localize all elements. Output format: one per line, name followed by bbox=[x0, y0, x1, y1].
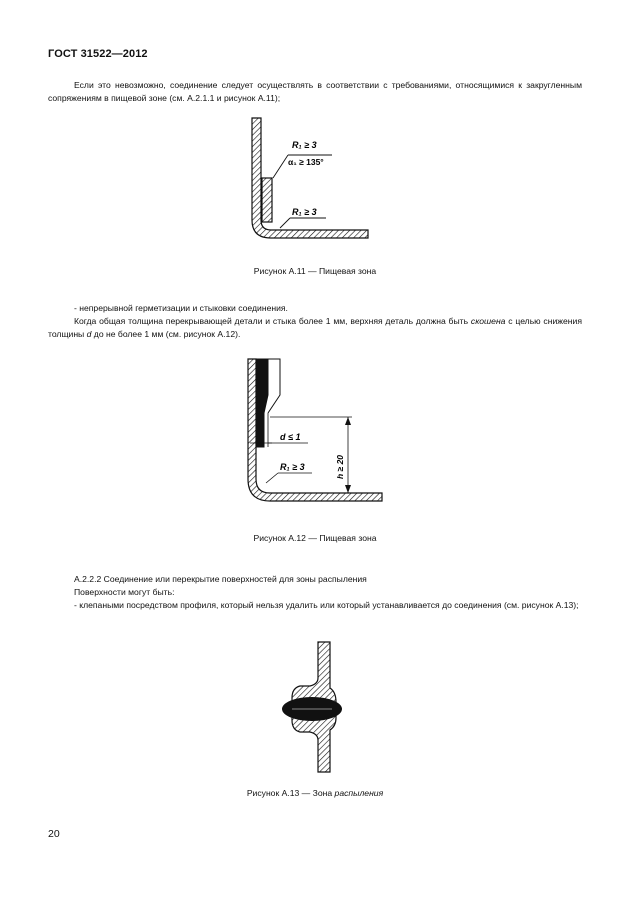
figure-a12-caption: Рисунок А.12 — Пищевая зона bbox=[253, 533, 377, 543]
figure-a13-caption: Рисунок А.13 — Зона распыления bbox=[246, 788, 384, 798]
figure-a12 bbox=[240, 355, 400, 515]
fig11-label-alpha: α₁ ≥ 135° bbox=[288, 157, 324, 167]
figure-a13 bbox=[270, 640, 360, 775]
paragraph-5: Поверхности могут быть: bbox=[74, 587, 175, 597]
paragraph-6: - клепаными посредством профиля, который нельзя удалить или который устанавливается до соединения (см. рисунок А.13); bbox=[74, 600, 579, 610]
fig11-label-r2: R₁ ≥ 3 bbox=[292, 207, 317, 217]
paragraph-3: Когда общая толщина перекрывающей детали и стыка более 1 мм, верхняя деталь должна быть скошена с целью снижения толщины d до не более 1 мм (см. рисунок А.12). bbox=[48, 316, 582, 339]
document-header: ГОСТ 31522—2012 bbox=[48, 48, 148, 60]
fig11-overlap-plate bbox=[262, 178, 272, 222]
paragraph-1: Если это невозможно, соединение следует осуществлять в соответствии с требованиями, относящимися к закругленным сопряжениям в пищевой зоне (см. А.2.1.1 и рисунок А.11); bbox=[48, 80, 582, 103]
page-number: 20 bbox=[48, 828, 60, 840]
fig11-label-r1: R₁ ≥ 3 bbox=[292, 140, 317, 150]
fig12-label-h: h ≥ 20 bbox=[335, 454, 345, 479]
paragraph-4: А.2.2.2 Соединение или перекрытие поверхностей для зоны распыления bbox=[74, 574, 367, 584]
fig12-overlap-plate bbox=[257, 359, 268, 447]
fig12-label-r: R₁ ≥ 3 bbox=[280, 462, 305, 472]
paragraph-2: - непрерывной герметизации и стыковки соединения. bbox=[74, 303, 288, 313]
figure-a11-caption: Рисунок А.11 — Пищевая зона bbox=[253, 266, 377, 276]
figure-a11 bbox=[230, 112, 380, 260]
fig12-label-d: d ≤ 1 bbox=[280, 432, 301, 442]
